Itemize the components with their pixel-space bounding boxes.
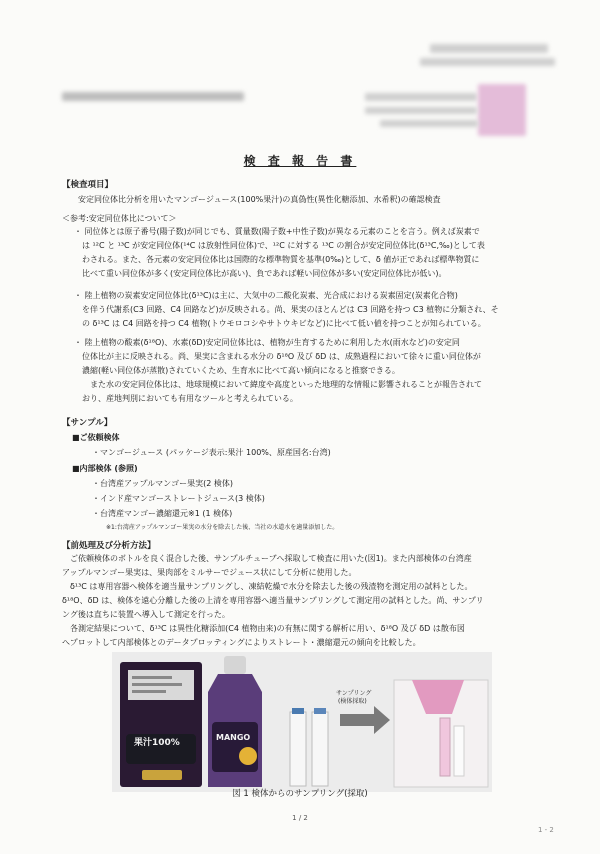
text-line: δ¹⁸O、δD は、検体を遠心分離した後の上清を専用容器へ適当量サンプリングして測定用の試料とした。尚、サンプリ: [62, 596, 484, 605]
sampling-figure: [112, 652, 492, 792]
redacted-issuer: [380, 120, 478, 127]
inspection-heading: 【検査項目】: [62, 180, 114, 190]
text-line: ング後は直ちに装置へ導入して測定を行った。: [62, 610, 230, 619]
redacted-recipient: [62, 92, 244, 101]
text-line: ご依頼検体のボトルを良く混合した後、サンプルチューブへ採取して検査に用いた(図1)。また内部検体の台湾産: [62, 554, 472, 563]
text-line: また水の安定同位体比は、地球規模において緯度や高度といった地理的な情報に影響されることが報告されて: [82, 380, 482, 389]
text-line: ・ 陸上植物の炭素安定同位体比(δ¹³C)は主に、大気中の二酸化炭素、光合成における炭素固定(炭素化合物): [74, 291, 458, 300]
text-line: δ¹³C は専用容器へ検体を適当量サンプリングし、凍結乾燥で水分を除去した後の残渣物を測定用の試料とした。: [62, 582, 473, 591]
text-line: おり、産地判別においても有用なツールと考えられている。: [82, 394, 298, 403]
inspection-text: 安定同位体比分析を用いたマンゴージュース(100%果汁)の真偽性(異性化糖添加、水希釈)の確認検査: [78, 195, 441, 204]
figure-arrow-label: サンプリング: [336, 690, 372, 697]
sampling-photo: [112, 652, 492, 792]
reference-heading: ＜参考:安定同位体比について＞: [62, 214, 177, 223]
client-sample-heading: ■ご依頼検体: [72, 433, 120, 442]
redacted-stamp: [478, 84, 526, 136]
text-line: ・ 陸上植物の酸素(δ¹⁸O)、水素(δD)安定同位体比は、植物が生育するために利用した水(雨水など)の安定同: [74, 338, 460, 347]
redacted-address: [420, 58, 555, 66]
figure-arrow-label: (検体採取): [338, 698, 367, 705]
reference-bullet-2: [74, 289, 499, 331]
method-body: [62, 552, 484, 650]
redacted-address: [430, 44, 548, 53]
samples-heading: 【サンプル】: [62, 418, 113, 428]
internal-sample-item: ・インド産マンゴーストレートジュース(3 検体): [92, 494, 265, 503]
text-line: の δ¹³C は C4 回路を持つ C4 植物(トウモロコシやサトウキビなど)に比べて低い値を持つことが知られている。: [82, 319, 486, 328]
page-corner-mark: 1 - 2: [538, 826, 554, 834]
text-line: 位体比が主に反映される。尚、果実に含まれる水分の δ¹⁸O 及び δD は、成熟過程において徐々に重い同位体が: [82, 352, 481, 361]
internal-sample-heading: ■内部検体 (参照): [72, 464, 138, 473]
reference-bullet-3: [74, 336, 482, 406]
text-line: 各測定結果について、δ¹³C は異性化糖添加(C4 植物由来)の有無に関する解析に用い、δ¹⁸O 及び δD は散布図: [62, 624, 465, 633]
internal-sample-item: ・台湾産アップルマンゴー果実(2 検体): [92, 479, 233, 488]
text-line: ・ 同位体とは原子番号(陽子数)が同じでも、質量数(陽子数+中性子数)が異なる元素のことを言う。例えば炭素で: [74, 227, 480, 236]
text-line: は ¹²C と ¹³C が安定同位体(¹⁴C は放射性同位体)で、¹²C に対する ¹³C の割合が安定同位体比(δ¹³C,‰)として表: [82, 241, 485, 250]
method-heading: 【前処理及び分析方法】: [62, 541, 156, 551]
text-line: アップルマンゴー果実は、果肉部をミルサーでジュース状にして分析に使用した。: [62, 568, 357, 577]
text-line: わされる。また、各元素の安定同位体比は国際的な標準物質を基準(0‰)として、δ 値が正であれば標準物質に: [82, 255, 480, 264]
figure-package-label: 果汁100%: [134, 738, 180, 748]
text-line: 比べて重い同位体が多く(安定同位体比が高い)、負であれば軽い同位体が多い(安定同位体比が低い)。: [82, 269, 447, 278]
text-line: を伴う代謝系(C3 回路、C4 回路など)が反映される。尚、果実のほとんどは C3 回路を持つ C3 植物に分類され、そ: [82, 305, 499, 314]
redacted-issuer: [365, 93, 477, 101]
sample-footnote: ※1:台湾産アップルマンゴー果実の水分を除去した後、当社の水道水を適量添加した。: [106, 524, 339, 531]
page-number: 1 / 2: [292, 814, 308, 822]
reference-bullet-1: [74, 225, 485, 281]
internal-sample-item: ・台湾産マンゴー濃縮還元※1 (1 検体): [92, 509, 233, 518]
redacted-issuer: [365, 107, 477, 114]
page-title: 検 査 報 告 書: [243, 154, 357, 168]
text-line: へプロットして内部検体とのデータプロッティングによりストレート・濃縮還元の傾向を比較した。: [62, 638, 421, 647]
figure-bottle-label: MANGO: [216, 733, 251, 742]
client-sample-item: ・マンゴージュース (パッケージ表示:果汁 100%、原産国名:台湾): [92, 448, 331, 457]
text-line: 濃縮(軽い同位体が蒸散)されていくため、生育水に比べて高い傾向になると推察できる。: [82, 366, 400, 375]
figure-caption: 図 1 検体からのサンプリング(採取): [232, 789, 368, 799]
